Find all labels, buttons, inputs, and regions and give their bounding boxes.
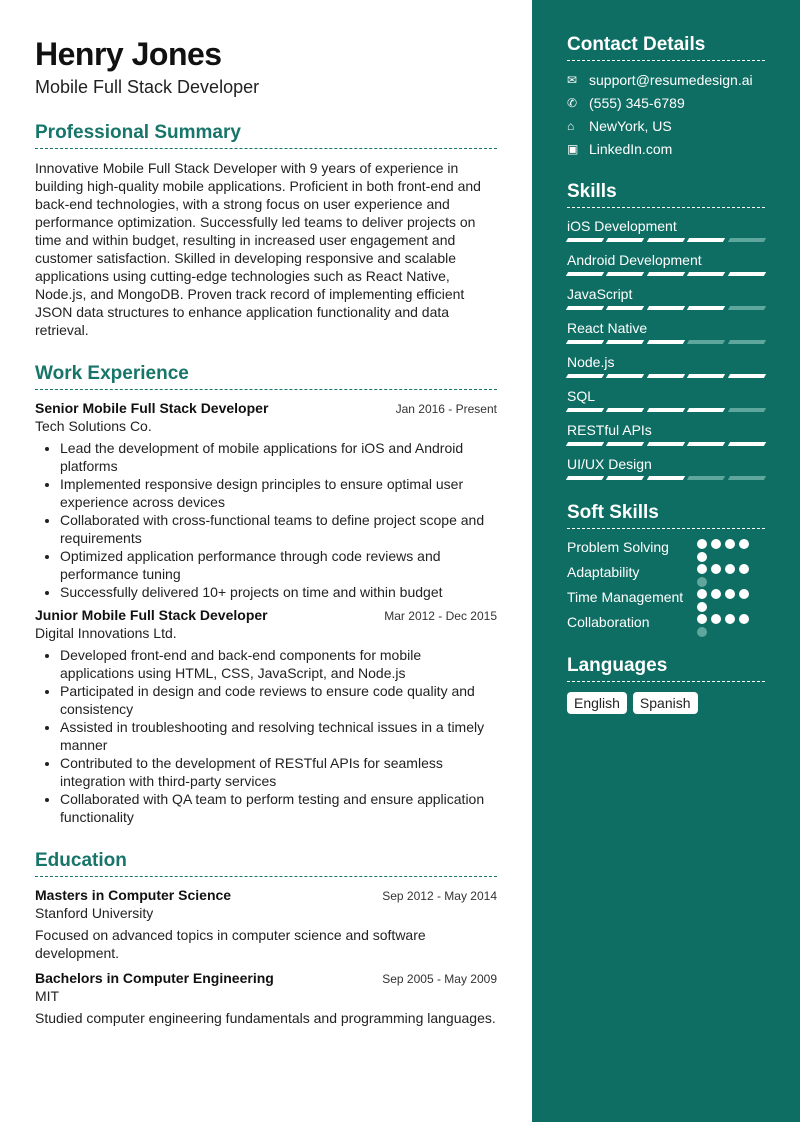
skill-bar-segment: [566, 374, 605, 378]
skill-bar-segment: [727, 442, 766, 446]
soft-skill-name: Problem Solving: [567, 539, 669, 555]
soft-skill-name: Time Management: [567, 589, 684, 605]
rating-dot: [711, 564, 721, 574]
skill-bar-segment: [647, 340, 686, 344]
rating-dot: [739, 564, 749, 574]
soft-skill-rating: [697, 614, 753, 628]
section-heading: Education: [35, 850, 497, 877]
contact-item: [567, 140, 765, 157]
education-description: Focused on advanced topics in computer science and software development.: [35, 927, 426, 961]
candidate-name: Henry Jones: [35, 36, 222, 72]
skill-bar-segment: [727, 374, 766, 378]
education-header: [35, 887, 497, 903]
skill-bar-segment: [566, 476, 605, 480]
home-icon: ⌂: [567, 118, 575, 133]
soft-skill-name: Adaptability: [567, 564, 640, 580]
job-company: Tech Solutions Co.: [35, 418, 152, 434]
language-badge: Spanish: [633, 692, 698, 714]
skill-bar-segment: [687, 442, 726, 446]
skill-name: JavaScript: [567, 286, 633, 302]
soft-skill: [567, 539, 765, 556]
school: Stanford University: [35, 905, 154, 921]
section-heading: Languages: [567, 655, 765, 682]
job-title: Junior Mobile Full Stack Developer: [35, 607, 268, 623]
job-bullet: • Implemented responsive design principles to ensure optimal user experience across devices: [60, 475, 497, 511]
contact-text[interactable]: (555) 345-6789: [589, 94, 685, 111]
skill-name: Android Development: [567, 252, 702, 268]
rating-dot: [697, 602, 707, 612]
skill-bar-segment: [687, 306, 726, 310]
rating-dot: [739, 539, 749, 549]
rating-dot: [697, 564, 707, 574]
skill-bar-segment: [606, 272, 645, 276]
section-heading: Work Experience: [35, 363, 497, 390]
skill-level-bar: [567, 340, 765, 344]
job-bullet: • Participated in design and code reviews to ensure code quality and consistency: [60, 682, 497, 718]
school: MIT: [35, 988, 60, 1004]
skill-bar-segment: [687, 272, 726, 276]
skill-bar-segment: [647, 306, 686, 310]
job-bullets: [35, 646, 497, 826]
rating-dot: [725, 589, 735, 599]
skill-bar-segment: [727, 238, 766, 242]
job-bullets: [35, 439, 497, 601]
contact-text[interactable]: support@resumedesign.ai: [589, 71, 753, 88]
job-dates: Mar 2012 - Dec 2015: [384, 609, 497, 623]
job-entry: [35, 607, 497, 826]
section-heading: Skills: [567, 181, 765, 208]
linkedin-icon: ▣: [567, 141, 579, 156]
skill-bar-segment: [647, 374, 686, 378]
rating-dot: [711, 614, 721, 624]
skill-name: RESTful APIs: [567, 422, 652, 438]
phone-icon: ✆: [567, 95, 578, 110]
skill-bar-segment: [647, 272, 686, 276]
soft-skill: [567, 564, 765, 581]
job-bullet: • Developed front-end and back-end components for mobile applications using HTML, CSS, JavaScript, and Node.js: [60, 646, 497, 682]
education-dates: Sep 2012 - May 2014: [382, 889, 497, 903]
rating-dot: [697, 552, 707, 562]
soft-skill: [567, 589, 765, 606]
skill-bar-segment: [727, 476, 766, 480]
section-heading: Soft Skills: [567, 502, 765, 529]
skill-bar-segment: [566, 340, 605, 344]
contact-text[interactable]: LinkedIn.com: [589, 140, 673, 157]
education-header: [35, 970, 497, 986]
contact-text[interactable]: NewYork, US: [589, 117, 672, 134]
job-bullet: • Collaborated with cross-functional teams to define project scope and requirements: [60, 511, 497, 547]
skill-bar-segment: [566, 272, 605, 276]
skill-bar-segment: [727, 340, 766, 344]
contact-item: [567, 71, 765, 88]
skill-bar-segment: [606, 374, 645, 378]
rating-dot: [697, 614, 707, 624]
skill-name: UI/UX Design: [567, 456, 652, 472]
skill-bar-segment: [566, 238, 605, 242]
education-description: Studied computer engineering fundamentals and programming languages.: [35, 1010, 496, 1026]
job-bullet: • Assisted in troubleshooting and resolving technical issues in a timely manner: [60, 718, 497, 754]
skill-bar-segment: [727, 408, 766, 412]
skill-bar-segment: [647, 476, 686, 480]
rating-dot: [711, 539, 721, 549]
experience-section: [35, 363, 497, 826]
job-company: Digital Innovations Ltd.: [35, 625, 177, 641]
soft-skill: [567, 614, 765, 631]
education-section: [35, 850, 497, 1027]
skill-bar-segment: [606, 476, 645, 480]
summary-text: Innovative Mobile Full Stack Developer with 9 years of experience in building high-quality mobile applications. Proficient in both front-end and back-end technologies, with a strong focus on user experience and performance optimization. Successfully led teams to deliver projects on time and within budget, resulting in increased user engagement and customer satisfaction. Skilled in developing responsive and scalable applications using cutting-edge technologies such as React Native, Node.js, and MongoDB. Proven track record of implementing efficient JSON data structures to enhance application functionality and data retrieval.: [35, 160, 481, 338]
skill-level-bar: [567, 272, 765, 276]
rating-dot: [725, 564, 735, 574]
skill-bar-segment: [606, 306, 645, 310]
skill-bar-segment: [647, 408, 686, 412]
skill-bar-segment: [606, 340, 645, 344]
language-badge: English: [567, 692, 627, 714]
skill-bar-segment: [566, 306, 605, 310]
skill-name: iOS Development: [567, 218, 677, 234]
skill-name: React Native: [567, 320, 648, 336]
rating-dot: [697, 539, 707, 549]
job-title: Senior Mobile Full Stack Developer: [35, 400, 269, 416]
section-heading: Professional Summary: [35, 122, 497, 149]
rating-dot: [725, 539, 735, 549]
rating-dot: [739, 614, 749, 624]
skill-bar-segment: [687, 476, 726, 480]
skill-level-bar: [567, 408, 765, 412]
skill-bar-segment: [606, 408, 645, 412]
skill-bar-segment: [727, 306, 766, 310]
candidate-title: Mobile Full Stack Developer: [35, 77, 260, 97]
contact-item: [567, 117, 765, 134]
degree: Masters in Computer Science: [35, 887, 232, 903]
job-bullet: • Contributed to the development of RESTful APIs for seamless integration with third-party services: [60, 754, 497, 790]
job-bullet: • Lead the development of mobile applications for iOS and Android platforms: [60, 439, 497, 475]
soft-skill-rating: [697, 564, 753, 578]
job-entry: [35, 400, 497, 601]
job-header: [35, 607, 497, 623]
skill-bar-segment: [606, 238, 645, 242]
sidebar: [532, 0, 800, 1122]
soft-skill-rating: [697, 539, 753, 553]
skill-bar-segment: [687, 408, 726, 412]
skill-bar-segment: [566, 442, 605, 446]
education-entry: [35, 887, 497, 962]
rating-dot: [697, 577, 707, 587]
education-dates: Sep 2005 - May 2009: [382, 972, 497, 986]
job-header: [35, 400, 497, 416]
soft-skill-name: Collaboration: [567, 614, 650, 630]
skill-bar-segment: [647, 442, 686, 446]
education-entry: [35, 970, 497, 1027]
rating-dot: [697, 589, 707, 599]
summary-section: [35, 122, 497, 339]
job-bullet: • Optimized application performance through code reviews and performance tuning: [60, 547, 497, 583]
rating-dot: [739, 589, 749, 599]
skill-level-bar: [567, 238, 765, 242]
rating-dot: [711, 589, 721, 599]
skill-name: Node.js: [567, 354, 615, 370]
degree: Bachelors in Computer Engineering: [35, 970, 274, 986]
skill-bar-segment: [687, 374, 726, 378]
soft-skill-rating: [697, 589, 753, 603]
job-bullet: • Collaborated with QA team to perform testing and ensure application functionality: [60, 790, 497, 826]
skill-name: SQL: [567, 388, 596, 404]
skill-bar-segment: [566, 408, 605, 412]
rating-dot: [725, 614, 735, 624]
main-column: [35, 36, 497, 1035]
skill-bar-segment: [687, 340, 726, 344]
job-bullet: • Successfully delivered 10+ projects on time and within budget: [60, 583, 497, 601]
skill-level-bar: [567, 374, 765, 378]
skill-level-bar: [567, 442, 765, 446]
section-heading: Contact Details: [567, 34, 765, 61]
contact-item: [567, 94, 765, 111]
skill-bar-segment: [606, 442, 645, 446]
skill-level-bar: [567, 476, 765, 480]
job-dates: Jan 2016 - Present: [395, 402, 497, 416]
skill-bar-segment: [687, 238, 726, 242]
rating-dot: [697, 627, 707, 637]
skill-bar-segment: [647, 238, 686, 242]
envelope-icon: ✉: [567, 72, 578, 87]
skill-bar-segment: [727, 272, 766, 276]
skill-level-bar: [567, 306, 765, 310]
